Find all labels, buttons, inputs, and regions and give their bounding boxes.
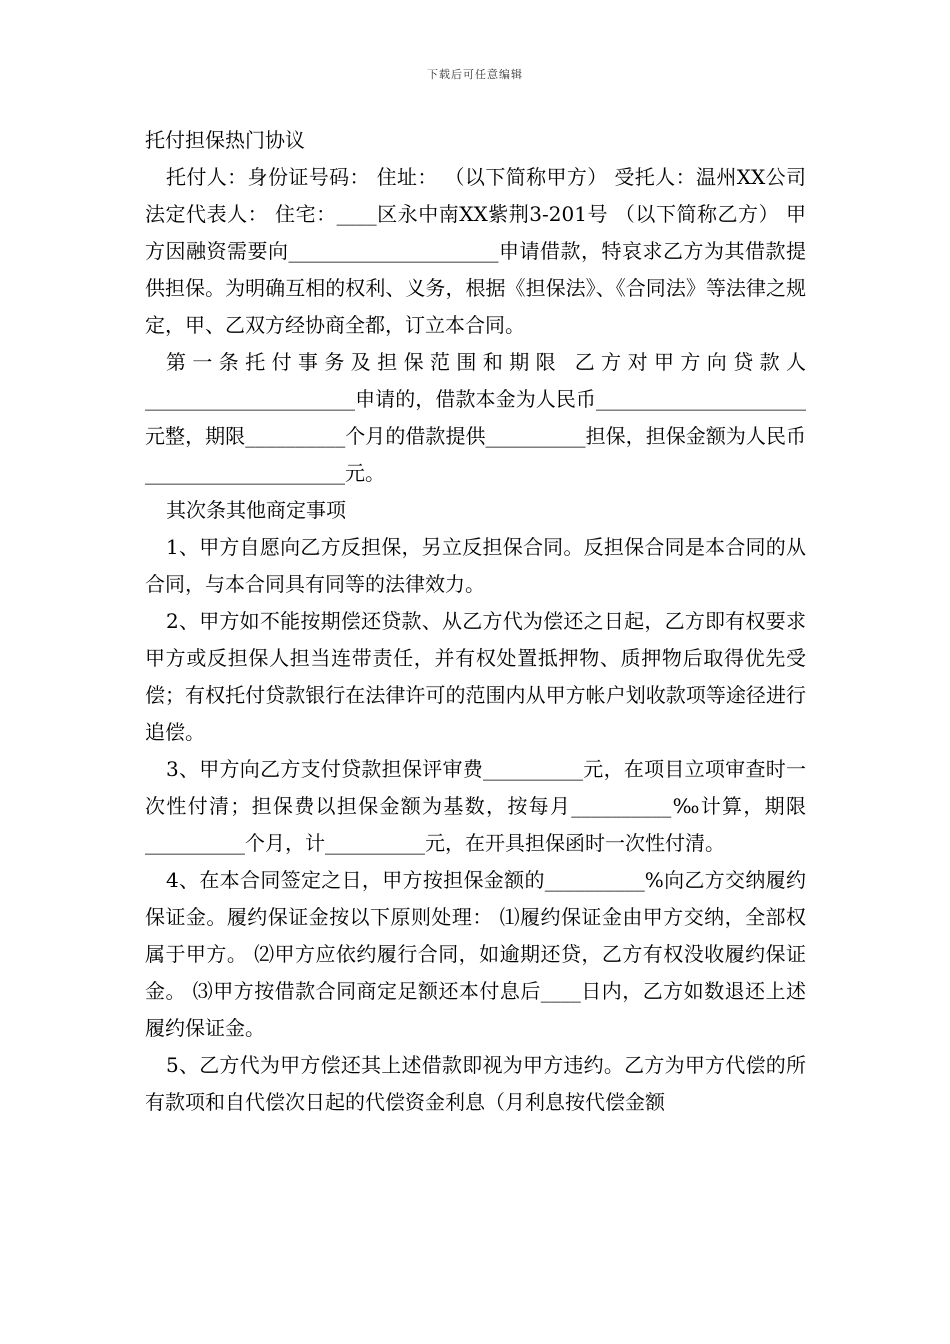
- paragraph-item-4: 4、在本合同签定之日，甲方按担保金额的__________%向乙方交纳履约保证金。履约保证金按以下原则处理： ⑴履约保证金由甲方交纳，全部权属于甲方。 ⑵甲方应依约履行合同，如逾期还贷，乙方有权没收履约保证金。 ⑶甲方按借款合同商定足额还本付息后____日内，乙方如数退还上述履约保证金。: [145, 868, 806, 1040]
- paragraph-item-1: 1、甲方自愿向乙方反担保，另立反担保合同。反担保合同是本合同的从合同，与本合同具有同等的法律效力。: [145, 535, 806, 596]
- paragraph-article-1: 第一条托付事务及担保范围和期限 乙方对甲方向贷款人_____________________申请的，借款本金为人民币_____________________元整，期限__________个月的借款提供__________担保，担保金额为人民币____________________元。: [145, 350, 806, 485]
- document-title: 托付担保热门协议: [145, 128, 305, 152]
- page-header-note: 下载后可任意编辑: [427, 68, 523, 81]
- document-body: [145, 122, 806, 1121]
- paragraph-parties: 托付人：身份证号码： 住址： （以下简称甲方） 受托人：温州XX公司法定代表人： 住宅：____区永中南XX紫荆3-201号 （以下简称乙方） 甲方因融资需要向_____________________申请借款，特哀求乙方为其借款提供担保。为明确互相的权利、义务，根据《担保法》、《合同法》等法律之规定，甲、乙双方经协商全都，订立本合同。: [145, 165, 806, 337]
- paragraph-item-5: 5、乙方代为甲方偿还其上述借款即视为甲方违约。乙方为甲方代偿的所有款项和自代偿次日起的代偿资金利息（月利息按代偿金额: [145, 1053, 806, 1114]
- paragraph-item-3: 3、甲方向乙方支付贷款担保评审费__________元，在项目立项审查时一次性付清；担保费以担保金额为基数，按每月__________‰计算，期限__________个月，计__________元，在开具担保函时一次性付清。: [145, 757, 806, 855]
- paragraph-article-2-heading: 其次条其他商定事项: [166, 498, 346, 522]
- paragraph-item-2: 2、甲方如不能按期偿还贷款、从乙方代为偿还之日起，乙方即有权要求甲方或反担保人担当连带责任，并有权处置抵押物、质押物后取得优先受偿；有权托付贷款银行在法律许可的范围内从甲方帐户划收款项等途径进行追偿。: [145, 609, 806, 744]
